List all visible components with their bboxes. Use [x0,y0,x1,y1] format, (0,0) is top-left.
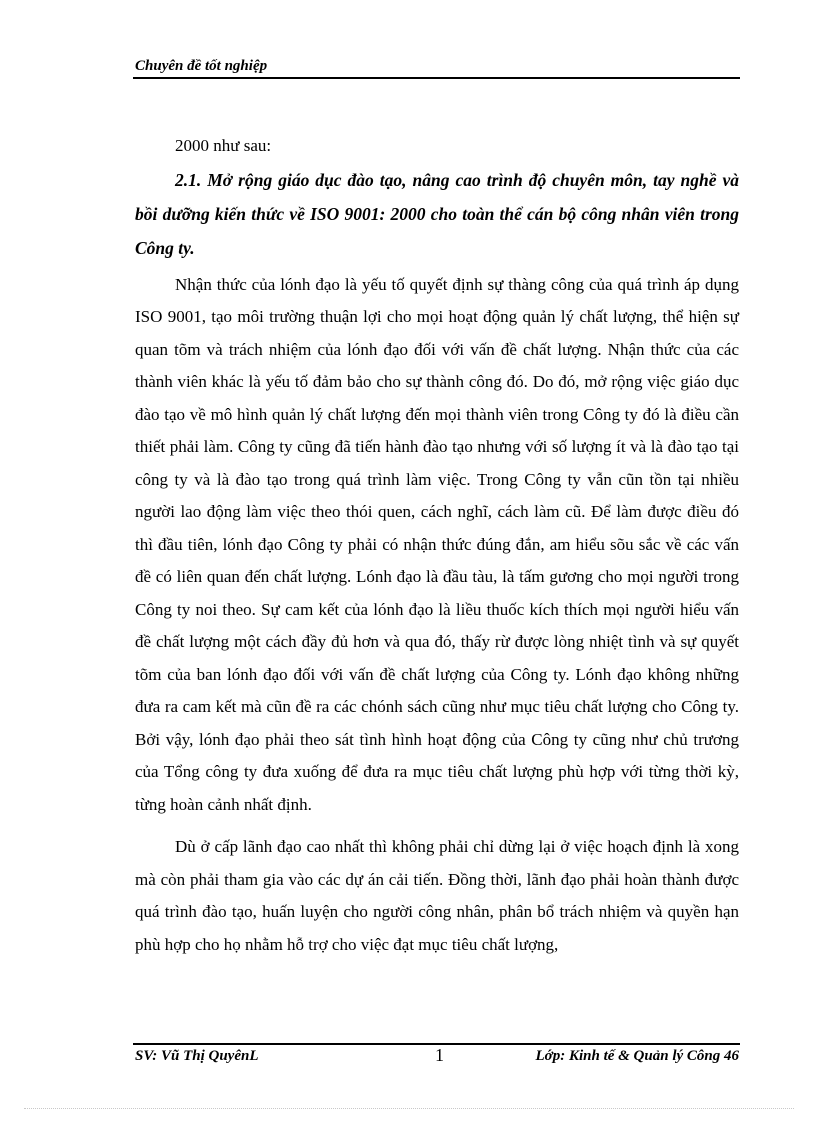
page-number: 1 [435,1045,444,1065]
body-paragraph: Dù ở cấp lãnh đạo cao nhất thì không phải chỉ dừng lại ở việc hoạch định là xong mà còn phải tham gia vào các dự án cải tiến. Đồng thời, lãnh đạo phải hoàn thành được quá trình đào tạo, huấn luyện cho người công nhân, phân bổ trách nhiệm và quyền hạn phù hợp cho họ nhằm hỗ trợ cho việc đạt mục tiêu chất lượng, [135,837,739,954]
body-paragraph: Nhận thức của lónh đạo là yếu tố quyết định sự thàng công của quá trình áp dụng ISO 9001, tạo môi trường thuận lợi cho mọi hoạt động quản lý chất lượng, thể hiện sự quan tõm và trách nhiệm của lónh đạo đối với vấn đề chất lượng. Nhận thức của các thành viên khác là yếu tố đảm bảo cho sự thành công đó. Do đó, mở rộng việc giáo dục đào tạo về mô hình quản lý chất lượng đến mọi thành viên trong Công ty đó là điều cần thiết phải làm. Công ty cũng đã tiến hành đào tạo nhưng với số lượng ít và là đào tạo tại công ty và là đào tạo trong quá trình làm việc. Trong Công ty vẫn cũn tồn tại nhiều người lao động làm việc theo thói quen, cách nghĩ, cách làm cũ. Để làm được điều đó thì đầu tiên, lónh đạo Công ty phải có nhận thức đúng đắn, am hiểu sõu sắc về các vấn đề có liên quan đến chất lượng. Lónh đạo là đầu tàu, là tấm gương cho mọi người trong Công ty noi theo. Sự cam kết của lónh đạo là liều thuốc kích thích mọi người hiểu vấn đề chất lượng một cách đầy đủ hơn và qua đó, thấy rừ được lòng nhiệt tình và sự quyết tõm của ban lónh đạo đối với vấn đề chất lượng của Công ty. Lónh đạo không những đưa ra cam kết mà cũn đề ra các chónh sách cũng như mục tiêu chất lượng cho Công ty. Bởi vậy, lónh đạo phải theo sát tình hình hoạt động của Công ty cũng như chủ trương của Tổng công ty đưa xuống để đưa ra mục tiêu chất lượng phù hợp với từng thời kỳ, từng hoàn cảnh nhất định. [135,274,739,814]
footer-student-name: SV: Vũ Thị QuyênL [135,1048,259,1064]
running-header-title: Chuyên đề tốt nghiệp [135,58,268,74]
lead-line: 2000 như sau: [175,136,272,155]
header-divider [133,77,740,79]
page-edge-divider [24,1108,794,1109]
document-body [135,130,739,971]
footer-class-name: Lớp: Kinh tế & Quản lý Công 46 [535,1048,739,1064]
section-heading: 2.1. Mở rộng giáo dục đào tạo, nâng cao trình độ chuyên môn, tay nghề và bồi dưỡng kiến thức về ISO 9001: 2000 cho toàn thể cán bộ công nhân viên trong Công ty. [135,169,739,258]
